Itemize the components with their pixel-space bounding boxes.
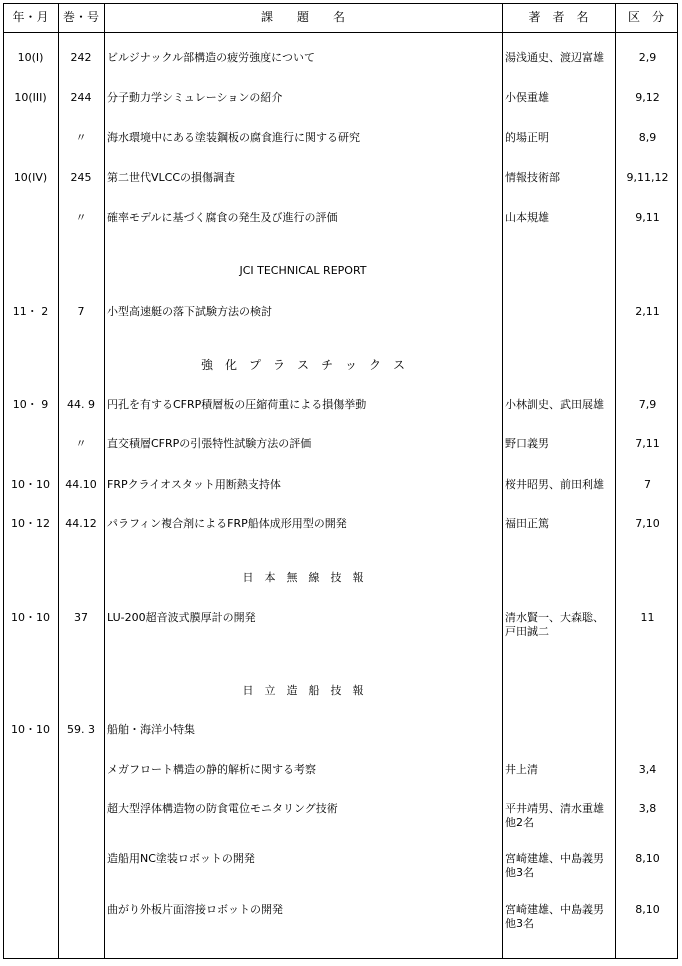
section-heading-hitachi-zosen: 日 立 造 船 技 報: [242, 684, 364, 697]
row-date: 10・12: [11, 517, 50, 530]
row-author: 小俣重雄: [505, 91, 549, 104]
row-volume: 7: [77, 305, 85, 318]
row-title: 直交積層CFRPの引張特性試験方法の評価: [107, 437, 312, 450]
row-volume: 44.12: [65, 517, 97, 530]
row-title: パラフィン複合剤によるFRP船体成形用型の開発: [107, 517, 347, 530]
row-title: LU-200超音波式膜厚計の開発: [107, 611, 256, 624]
row-date: 10(I): [17, 51, 44, 64]
row-title: 確率モデルに基づく腐食の発生及び進行の評価: [107, 211, 338, 224]
row-date: 10(III): [14, 91, 47, 104]
row-author: 的場正明: [505, 131, 549, 144]
row-date: 10・10: [11, 723, 50, 736]
row-author: 清水賢一、大森聡、 戸田誠二: [505, 611, 604, 638]
row-date: 10・ 9: [12, 398, 49, 411]
row-volume: 〃: [75, 131, 87, 144]
row-title: FRPクライオスタット用断熱支持体: [107, 478, 281, 491]
row-class: 9,11: [635, 211, 660, 224]
table-border-bottom: [3, 958, 678, 959]
header-author: 著 者 名: [528, 10, 589, 24]
row-class: 9,12: [635, 91, 660, 104]
row-title: 海水環境中にある塗装鋼板の腐食進行に関する研究: [107, 131, 360, 144]
section-heading-plastics: 強 化 プ ラ ス チ ッ ク ス: [200, 358, 405, 372]
row-title: 船舶・海洋小特集: [107, 723, 195, 736]
header-volume: 巻・号: [62, 10, 99, 24]
row-author: 山本規雄: [505, 211, 549, 224]
row-class: 2,11: [635, 305, 660, 318]
column-divider: [104, 3, 105, 959]
row-date: 10・10: [11, 611, 50, 624]
row-class: 7,10: [635, 517, 660, 530]
row-author: 平井靖男、清水重雄 他2名: [505, 802, 604, 829]
row-volume: 244: [70, 91, 92, 104]
row-title: 分子動力学シミュレーションの紹介: [107, 91, 283, 104]
section-heading-jrc: 日 本 無 線 技 報: [242, 571, 364, 584]
row-title: 第二世代VLCCの損傷調査: [107, 171, 236, 184]
row-author: 井上清: [505, 763, 538, 776]
section-heading-jci: JCI TECHNICAL REPORT: [239, 264, 367, 277]
row-volume: 37: [74, 611, 88, 624]
row-class: 7: [644, 478, 651, 491]
row-volume: 245: [70, 171, 92, 184]
row-author: 桜井昭男、前田利雄: [505, 478, 604, 491]
row-author: 野口義男: [505, 437, 549, 450]
row-class: 3,8: [638, 802, 657, 815]
header-title: 課 題 名: [260, 10, 345, 24]
row-class: 11: [640, 611, 655, 624]
row-class: 7,11: [635, 437, 660, 450]
header-class: 区 分: [627, 10, 664, 24]
row-class: 9,11,12: [626, 171, 669, 184]
row-author: 宮崎建雄、中島義男 他3名: [505, 903, 604, 930]
row-author: 小林訓史、武田展雄: [505, 398, 604, 411]
row-title: 造船用NC塗装ロボットの開発: [107, 852, 255, 865]
row-title: 円孔を有するCFRP積層板の圧縮荷重による損傷挙動: [107, 398, 367, 411]
row-class: 8,10: [635, 852, 660, 865]
row-date: 10・10: [11, 478, 50, 491]
row-date: 10(IV): [13, 171, 48, 184]
row-author: 宮崎建雄、中島義男 他3名: [505, 852, 604, 879]
row-author: 情報技術部: [505, 171, 560, 184]
row-volume: 59. 3: [67, 723, 95, 736]
header-date: 年・月: [12, 10, 49, 24]
row-title: 超大型浮体構造物の防食電位モニタリング技術: [107, 802, 338, 815]
column-divider: [502, 3, 503, 959]
row-title: 曲がり外板片面溶接ロボットの開発: [107, 903, 283, 916]
row-volume: 〃: [75, 437, 87, 450]
row-volume: 242: [70, 51, 92, 64]
row-title: ビルジナックル部構造の疲労強度について: [107, 51, 315, 64]
publication-table: [3, 3, 678, 959]
row-volume: 〃: [75, 211, 87, 224]
header-divider: [3, 32, 678, 33]
row-class: 2,9: [638, 51, 657, 64]
row-date: 11・ 2: [12, 305, 49, 318]
row-author: 湯浅通史、渡辺富雄: [505, 51, 604, 64]
row-class: 3,4: [638, 763, 657, 776]
row-title: 小型高速艇の落下試験方法の検討: [107, 305, 272, 318]
row-class: 8,9: [638, 131, 657, 144]
row-author: 福田正篤: [505, 517, 549, 530]
row-class: 7,9: [638, 398, 657, 411]
row-class: 8,10: [635, 903, 660, 916]
row-volume: 44.10: [65, 478, 97, 491]
row-title: メガフロート構造の静的解析に関する考察: [107, 763, 316, 776]
row-volume: 44. 9: [67, 398, 95, 411]
column-divider: [615, 3, 616, 959]
